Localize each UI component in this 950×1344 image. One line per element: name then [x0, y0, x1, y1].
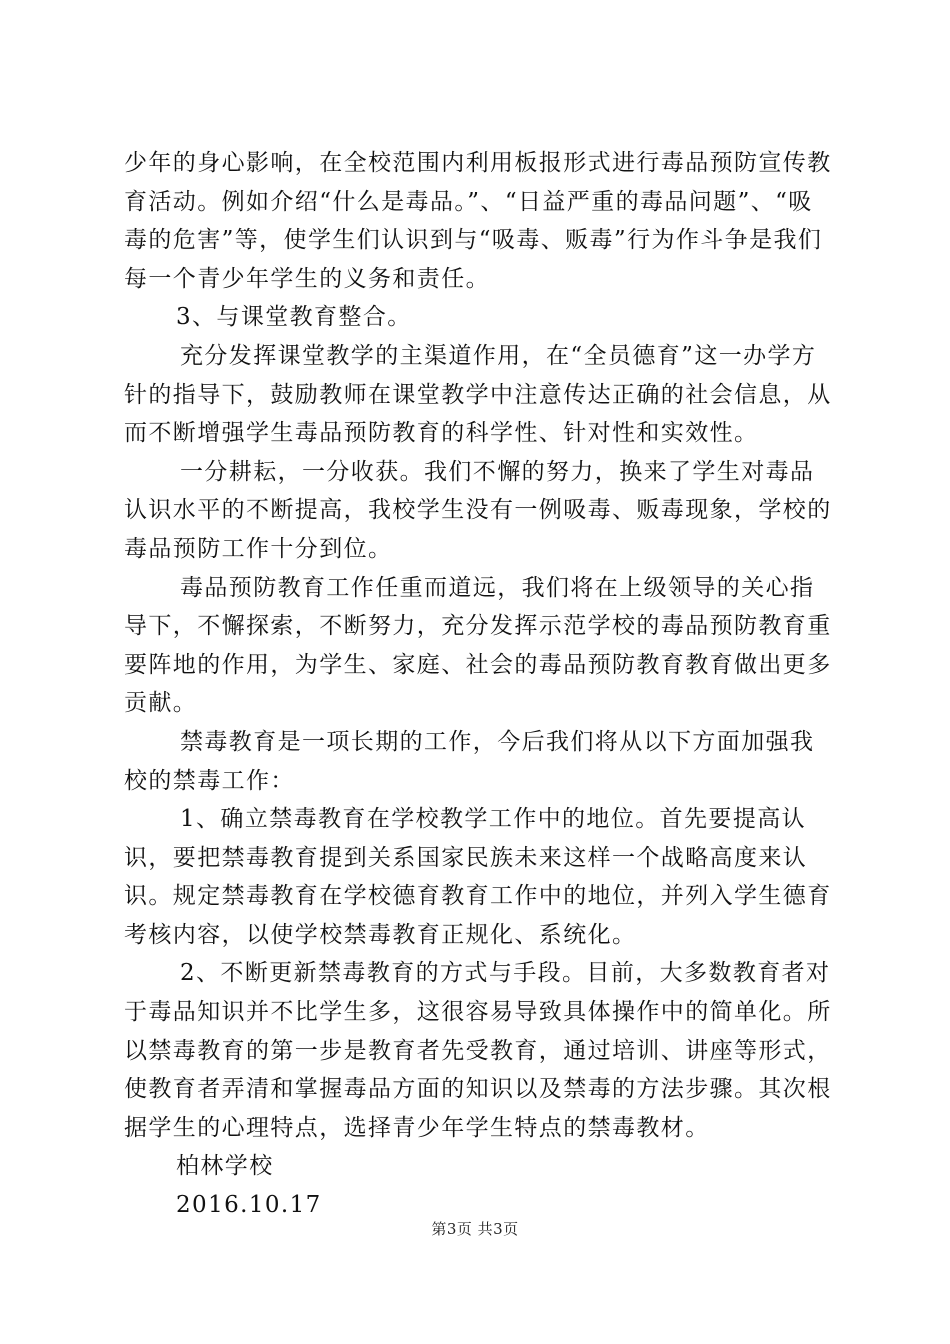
paragraph-outlook: 毒品预防教育工作任重而道远，我们将在上级领导的关心指导下，不懈探索，不断努力，充分发挥示范学校的毒品预防教育重要阵地的作用，为学生、家庭、社会的毒品预防教育教育做出更多贡献。	[124, 574, 832, 717]
page-footer: 第3页 共3页	[431, 1220, 519, 1238]
paragraph-continuation: 少年的身心影响，在全校范围内利用板报形式进行毒品预防宣传教育活动。例如介绍“什么是毒品。”、“日益严重的毒品问题”、“吸毒的危害”等，使学生们认识到与“吸毒、贩毒”行为作斗争是我们每一个青少年学生的义务和责任。	[124, 150, 832, 292]
paragraph-future-plans: 禁毒教育是一项长期的工作，今后我们将从以下方面加强我校的禁毒工作：	[124, 728, 815, 794]
section-heading-classroom: 3、与课堂教育整合。	[176, 304, 412, 331]
signature-date: 2016.10.17	[176, 1192, 322, 1219]
paragraph-plan-1: 1、确立禁毒教育在学校教学工作中的地位。首先要提高认识，要把禁毒教育提到关系国家民族未来这样一个战略高度来认识。规定禁毒教育在学校德育教育工作中的地位，并列入学生德育考核内容，以使学校禁毒教育正规化、系统化。	[124, 806, 832, 948]
paragraph-plan-2: 2、不断更新禁毒教育的方式与手段。目前，大多数教育者对于毒品知识并不比学生多，这很容易导致具体操作中的简单化。所以禁毒教育的第一步是教育者先受教育，通过培训、讲座等形式，使教育者弄清和掌握毒品方面的知识以及禁毒的方法步骤。其次根据学生的心理特点，选择青少年学生特点的禁毒教材。	[124, 960, 832, 1141]
signature-school: 柏林学校	[176, 1153, 274, 1180]
paragraph-results: 一分耕耘，一分收获。我们不懈的努力，换来了学生对毒品认识水平的不断提高，我校学生没有一例吸毒、贩毒现象，学校的毒品预防工作十分到位。	[124, 458, 832, 562]
paragraph-classroom: 充分发挥课堂教学的主渠道作用，在“全员德育”这一办学方针的指导下，鼓励教师在课堂教学中注意传达正确的社会信息，从而不断增强学生毒品预防教育的科学性、针对性和实效性。	[124, 342, 832, 447]
document-body	[124, 144, 836, 1225]
